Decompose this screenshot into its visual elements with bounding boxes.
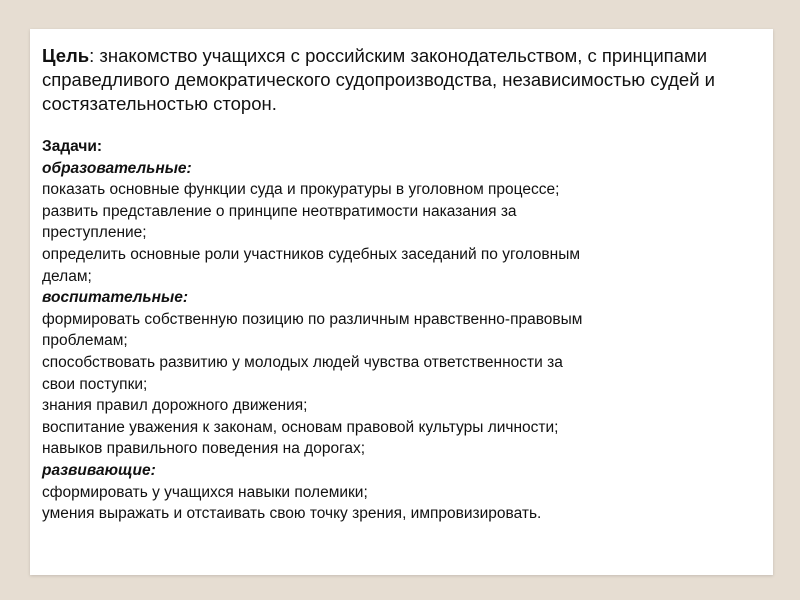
task-line: знания правил дорожного движения; [42, 397, 308, 415]
task-category: образовательные: [42, 159, 192, 177]
task-line: показать основные функции суда и прокуратуры в уголовном процессе; [42, 181, 560, 199]
tasks-heading: Задачи: [42, 138, 103, 155]
task-line: воспитание уважения к законам, основам правовой культуры личности; [42, 418, 559, 436]
task-category: воспитательные: [42, 289, 189, 307]
task-line: делам; [42, 267, 92, 285]
task-line: умения выражать и отстаивать свою точку зрения, импровизировать. [42, 505, 542, 523]
tasks-block [42, 136, 767, 525]
task-line: способствовать развитию у молодых людей чувства ответственности за [42, 353, 563, 371]
goal-text: : знакомство учащихся с российским законодательством, с принципами справедливого демократического судопроизводства, независимостью судей и состязательностью сторон. [42, 45, 716, 114]
task-line: преступление; [42, 224, 147, 242]
task-category: развивающие: [42, 461, 156, 479]
goal-label: Цель [42, 45, 90, 66]
tasks-list [42, 158, 767, 525]
task-line: определить основные роли участников судебных заседаний по уголовным [42, 245, 581, 263]
task-line: проблемам; [42, 332, 128, 350]
task-line: формировать собственную позицию по различным нравственно-правовым [42, 310, 583, 328]
task-line: сформировать у учащихся навыки полемики; [42, 483, 368, 501]
slide [30, 29, 773, 575]
task-line: свои поступки; [42, 375, 148, 393]
task-line: навыков правильного поведения на дорогах; [42, 440, 366, 458]
task-line: развить представление о принципе неотвратимости наказания за [42, 202, 517, 220]
goal-paragraph [42, 44, 762, 116]
